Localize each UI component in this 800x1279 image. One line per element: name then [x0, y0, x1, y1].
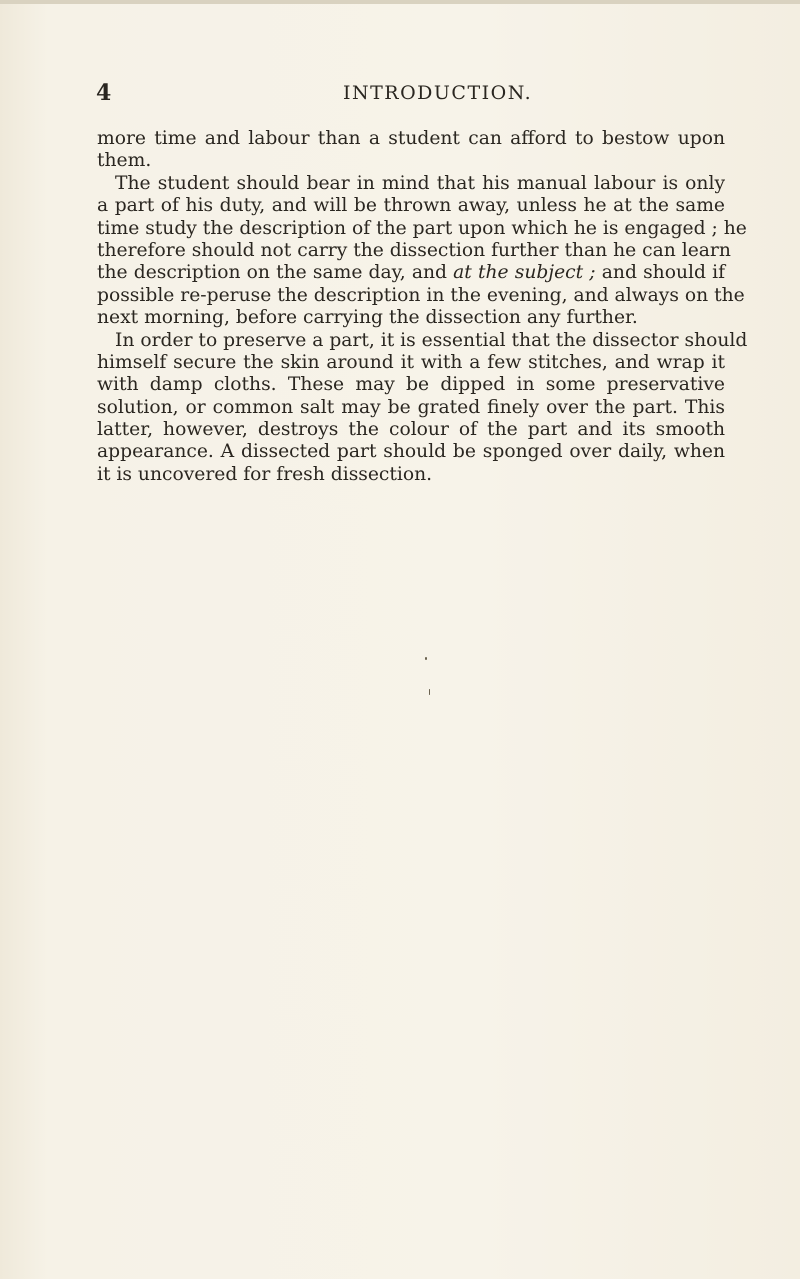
body-text [97, 128, 748, 486]
text-line: next morning, before carrying the dissection any further. [97, 307, 638, 329]
text-line: time study the description of the part upon which he is engaged ; he [97, 217, 747, 239]
page-edge [0, 0, 800, 4]
text-fragment: the description on the same day, and [97, 262, 454, 284]
text-line: In order to preserve a part, it is essential that the dissector should [115, 329, 748, 351]
italic-phrase: at the subject ; [453, 262, 596, 284]
text-line: more time and labour than a student can afford to bestow upon [97, 128, 725, 149]
text-line: therefore should not carry the dissection further than he can learn [97, 239, 731, 261]
text-line: The student should bear in mind that his manual labour is only [115, 172, 725, 194]
text-line: solution, or common salt may be grated finely over the part. This [97, 396, 725, 418]
page-number: 4 [96, 80, 112, 106]
page-header [0, 80, 800, 110]
running-head: INTRODUCTION. [343, 82, 533, 104]
text-fragment: and should if [595, 262, 725, 284]
text-line: them. [97, 150, 152, 172]
text-line-with-italic [97, 262, 725, 284]
ink-speck [425, 657, 427, 660]
text-line: appearance. A dissected part should be sponged over daily, when [97, 441, 725, 463]
text-line: it is uncovered for fresh dissection. [97, 463, 433, 485]
text-line: a part of his duty, and will be thrown away, unless he at the same [97, 195, 725, 217]
text-line: with damp cloths. These may be dipped in some preservative [97, 374, 725, 396]
text-line: himself secure the skin around it with a few stitches, and wrap it [97, 351, 725, 373]
text-line: latter, however, destroys the colour of the part and its smooth [97, 419, 725, 441]
text-line: possible re-peruse the description in the evening, and always on the [97, 284, 745, 306]
ink-speck [429, 689, 430, 695]
